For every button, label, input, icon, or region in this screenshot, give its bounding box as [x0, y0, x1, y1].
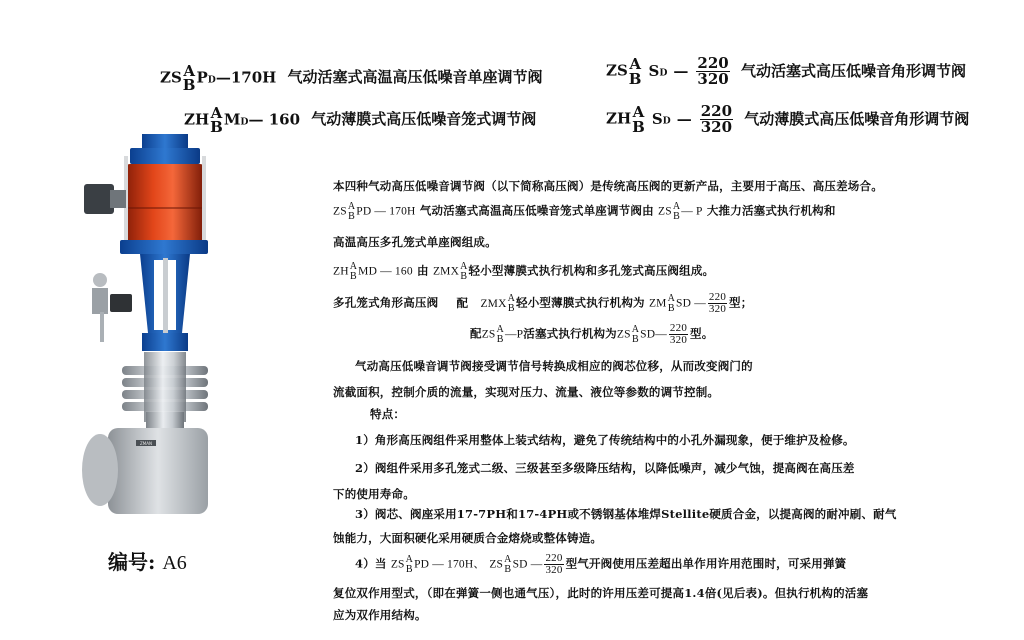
fraction-denominator: 320 [700, 118, 733, 136]
model-sup-a: A [632, 103, 645, 122]
fraction-denominator: 320 [545, 564, 563, 576]
fraction-denominator: 320 [697, 70, 729, 88]
actuator-top-flange [130, 148, 200, 164]
model-dash: — [676, 109, 692, 128]
feature-4 [355, 553, 846, 576]
fraction-numerator: 220 [708, 291, 727, 303]
text: 大推力活塞式执行机构和 [706, 203, 836, 218]
model-sup-a: A [183, 62, 195, 80]
body-line: 气动高压低噪音调节阀接受调节信号转换成相应的阀芯位移，从而改变阀门的 [355, 359, 753, 373]
heading-zs-sd-220-320 [606, 56, 966, 87]
model-prefix: ZS [160, 68, 182, 87]
code-sup-a: A [507, 293, 516, 304]
code-sub-b: B [460, 270, 468, 282]
valve-body [108, 428, 208, 514]
text: 轻小型薄膜式执行机构和多孔笼式高压阀组成。 [468, 263, 715, 278]
code-sub-b: B [496, 333, 504, 345]
code-sub-b: B [631, 333, 639, 345]
text: 气动活塞式高温高压低噪音笼式单座调节阀由 [419, 203, 654, 218]
code-sub-b: B [673, 210, 680, 222]
code: MD — 160 [358, 265, 413, 278]
model-sup-a: A [629, 55, 641, 74]
feature-2-cont: 下的使用寿命。 [333, 487, 415, 501]
cooling-fins [122, 352, 208, 422]
code: ZS [616, 328, 631, 341]
code: SD — [512, 558, 543, 571]
text: 配 [470, 326, 482, 341]
model-subscript: D [662, 115, 671, 127]
code-sub-b: B [350, 270, 357, 282]
model-sub-b: B [628, 69, 642, 88]
model-subscript: D [659, 67, 668, 79]
code-sub-b: B [504, 563, 512, 575]
model-sub-b: B [182, 76, 196, 95]
positioner [84, 184, 114, 214]
model-sub-b: B [632, 117, 645, 136]
body-line: 流截面积，控制介质的流量，实现对压力、流量、液位等参数的调节控制。 [333, 385, 720, 399]
code-sup-a: A [460, 261, 468, 272]
model-main: M [223, 110, 241, 129]
feature-4-cont: 复位双作用型式，（即在弹簧一侧也通气压），此时的许用压差可提高1.4倍(见后表)。但执行机构的活塞 [333, 586, 869, 600]
feature-3: 3）阀芯、阀座采用17-7PH和17-4PH或不锈钢基体堆焊Stellite硬质合金，以提高阀的耐冲刷、耐气 [355, 507, 897, 521]
heading-description: 气动薄膜式高压低噪音笼式调节阀 [311, 110, 537, 129]
code: ZS [481, 328, 496, 341]
fraction-denominator: 320 [708, 303, 727, 315]
body-line-zs-p [470, 323, 713, 346]
model-prefix: ZS [606, 61, 628, 80]
body-line-zs-pd [333, 202, 836, 221]
code: ZS [658, 205, 672, 218]
body-line-zh-md [333, 262, 714, 281]
code: ZS [489, 558, 504, 571]
valve-port-left [82, 434, 118, 506]
model-sup-a: A [210, 104, 223, 122]
code: ZM [648, 297, 667, 310]
body-line: 高温高压多孔笼式单座阀组成。 [333, 235, 497, 249]
text: 4）当 [355, 556, 387, 571]
feature-2: 2）阀组件采用多孔笼式二级、三级甚至多级降压结构，以降低噪声，减少气蚀，提高阀在高压差 [355, 461, 855, 475]
code: ZMX [480, 297, 507, 310]
code-sup-a: A [347, 201, 356, 212]
model-subscript: D [240, 116, 249, 128]
feature-4-cont2: 应为双作用结构。 [333, 608, 427, 622]
code-sub-b: B [348, 210, 355, 222]
caption-label: 编号: [108, 550, 156, 574]
text: 多孔笼式角形高压阀 [333, 295, 439, 310]
model-main: S [651, 109, 663, 128]
caption [108, 546, 187, 575]
model-suffix: —170H [215, 68, 277, 87]
code-sub-b: B [667, 302, 675, 314]
fraction-numerator: 220 [545, 552, 563, 564]
intro-line: 本四种气动高压低噪音调节阀（以下简称高压阀）是传统高压阀的更新产品，主要用于高压、高压差场合。 [333, 179, 883, 193]
model-subscript: D [207, 74, 216, 86]
code: ZS [333, 205, 347, 218]
fraction-numerator: 220 [669, 322, 688, 334]
model-prefix: ZH [606, 109, 632, 128]
code: ZS [390, 558, 405, 571]
text: 型。 [690, 326, 714, 341]
features-title: 特点： [370, 407, 406, 421]
code: SD — [676, 297, 706, 310]
code-sup-a: A [349, 261, 358, 272]
valve-photo [70, 128, 240, 528]
model-suffix: — 160 [248, 110, 301, 129]
code-sup-a: A [504, 554, 512, 565]
body-line-zmx-zm [333, 292, 752, 315]
code-sub-b: B [507, 302, 515, 314]
nameplate-label: ZMAN [140, 441, 152, 446]
text: 配 [456, 295, 469, 310]
code-sup-a: A [405, 554, 414, 565]
code-sub-b: B [405, 563, 413, 575]
fraction-numerator: 220 [700, 102, 733, 120]
code: SD— [640, 328, 667, 341]
code: ZMX [432, 265, 460, 278]
model-dash: — [673, 61, 689, 80]
actuator-bottom-flange [120, 240, 208, 254]
heading-description: 气动活塞式高压低噪音角形调节阀 [740, 61, 966, 80]
caption-value: A6 [162, 552, 187, 574]
code-sup-a: A [672, 201, 681, 212]
heading-description: 气动薄膜式高压低噪音角形调节阀 [744, 109, 970, 128]
text: 由 [417, 263, 429, 278]
heading-zs-pd-170h [160, 64, 543, 93]
text: 型； [729, 295, 753, 310]
heading-zh-sd-220-320 [606, 104, 969, 135]
model-main: P [196, 68, 208, 87]
code-sup-a: A [496, 324, 504, 335]
bonnet-ring [142, 333, 188, 351]
feature-1: 1）角形高压阀组件采用整体上装式结构，避免了传统结构中的小孔外漏现象，便于维护及检修。 [355, 433, 855, 447]
model-sub-b: B [210, 118, 223, 137]
code: ZH [333, 265, 349, 278]
model-prefix: ZH [184, 110, 210, 129]
code-sup-a: A [667, 293, 676, 304]
model-main: S [648, 61, 660, 80]
fraction-numerator: 220 [697, 54, 729, 72]
feature-3-cont: 蚀能力，大面积硬化采用硬质合金熔烧或整体铸造。 [333, 531, 603, 545]
text: 活塞式执行机构为 [523, 326, 617, 341]
code: PD — 170H、 [414, 558, 486, 571]
code: — P [681, 205, 703, 218]
fraction-denominator: 320 [669, 334, 688, 346]
actuator-top-cap [142, 134, 188, 150]
code-sup-a: A [631, 324, 640, 335]
actuator-cylinder [126, 164, 204, 242]
text: 型气开阀使用压差超出单作用许用范围时，可采用弹簧 [565, 556, 847, 571]
code: —P [504, 328, 524, 341]
text: 轻小型薄膜式执行机构为 [516, 295, 645, 310]
code: PD — 170H [356, 205, 416, 218]
heading-description: 气动活塞式高温高压低噪音单座调节阀 [287, 68, 543, 87]
